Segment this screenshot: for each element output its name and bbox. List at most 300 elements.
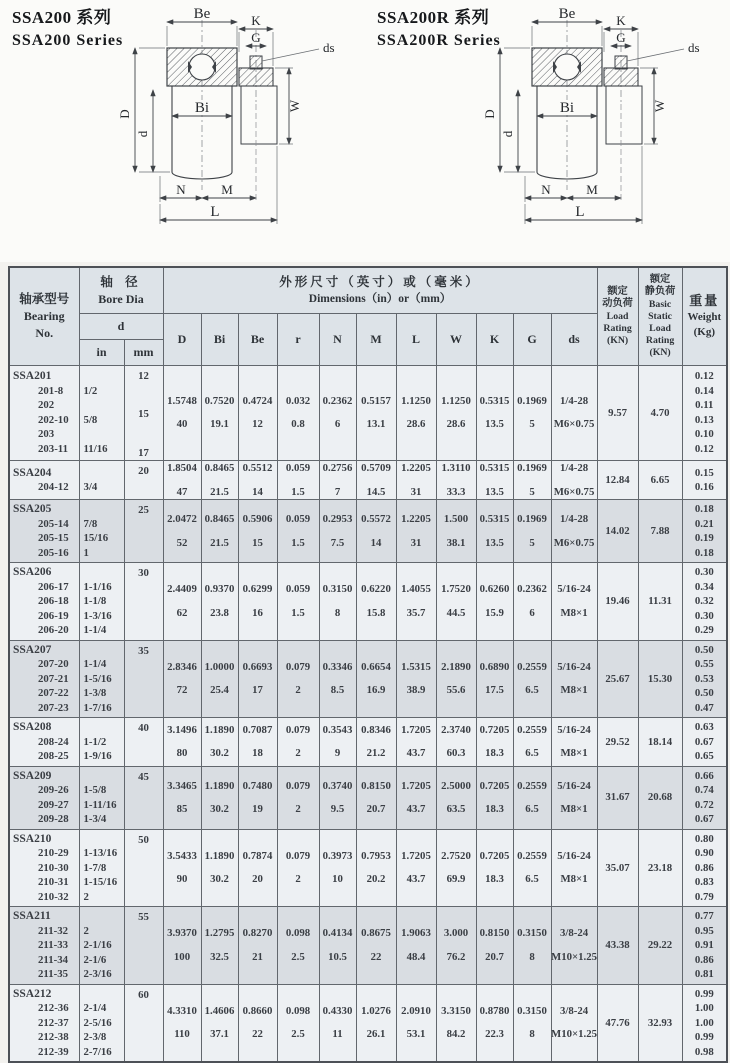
bearing-no: 203 [38, 428, 55, 441]
dim-inch-value: 0.2559 [517, 849, 547, 862]
dim-values [552, 582, 597, 620]
dim-mm-value: 26.1 [366, 1028, 386, 1041]
bearing-catalog-table [8, 266, 728, 1063]
bearing-no-cell [9, 829, 79, 907]
col-header-G: G [513, 313, 551, 365]
dim-d-cell [163, 563, 201, 641]
bearing-group-row [9, 907, 727, 985]
dim-mm-value: 11 [332, 1028, 343, 1041]
weight-value: 0.12 [694, 442, 714, 455]
dim-inch-value: 0.8660 [242, 1004, 273, 1017]
dim-n-cell [319, 365, 356, 461]
dim-mm-value: M8×1 [560, 747, 588, 760]
bore-in-value: 1-1/4 [83, 624, 107, 636]
dim-mm-value: 35.7 [406, 606, 426, 619]
dim-inch-value: 3.000 [443, 927, 469, 940]
bearing-no: 211-33 [38, 939, 68, 951]
header-line: Static [648, 310, 673, 322]
dim-inch-value: 0.8780 [479, 1004, 510, 1017]
bearing-no-cell [9, 907, 79, 985]
dim-d-cell [163, 461, 201, 500]
bore-in-value: 5/8 [83, 413, 98, 426]
dim-inch-value: 0.4330 [322, 1004, 353, 1017]
dim-values [202, 723, 238, 761]
bore-in-value: 7/8 [83, 517, 98, 530]
dim-r-cell [277, 829, 319, 907]
load-rating-cell [597, 907, 638, 985]
dim-inch-value: 0.4134 [322, 927, 353, 940]
bearing-no: 207-20 [38, 658, 69, 670]
header-line: Bearing [23, 308, 65, 323]
dim-values [278, 512, 319, 550]
dim-inch-value: 0.7480 [242, 779, 273, 792]
dim-ds-cell [551, 500, 597, 563]
dim-mm-value: M10×1.25 [551, 950, 598, 963]
dim-mm-value: 13.5 [485, 536, 504, 549]
dim-inch-value: 0.5512 [242, 462, 273, 474]
dim-mm-value: 8 [529, 950, 535, 963]
bearing-no: SSA204 [13, 466, 52, 479]
dim-inch-value: 0.8465 [204, 513, 235, 525]
bearing-no: 206-18 [38, 595, 69, 607]
header-line: 静负荷 [644, 286, 676, 298]
bearing-no: SSA211 [13, 910, 51, 922]
dim-values [477, 394, 513, 432]
weight-value: 0.80 [694, 832, 714, 845]
dim-label-D: D [117, 109, 132, 119]
dim-values [477, 723, 513, 761]
dim-inch-value: 0.7205 [479, 723, 510, 736]
static-load-rating-cell [638, 829, 682, 907]
dim-inch-value: 0.4724 [242, 394, 273, 407]
dim-label-d: d [135, 130, 150, 138]
bore-mm-cell [124, 500, 163, 563]
header-line: Load [606, 310, 629, 322]
bearing-no: 212-38 [38, 1031, 69, 1043]
dim-values [239, 461, 277, 499]
dim-inch-value: 0.7874 [242, 849, 273, 862]
dim-inch-value: 0.8675 [361, 927, 391, 940]
series-title-en: SSA200 Series [12, 31, 124, 49]
dim-mm-value: 10 [332, 873, 343, 886]
dim-mm-value: 19 [252, 803, 263, 815]
dim-mm-value: 9.5 [330, 803, 345, 815]
weight-cell [682, 563, 727, 641]
weight-cell [682, 984, 727, 1062]
dim-inch-value: 1/4-28 [559, 513, 589, 525]
dim-inch-value: 4.3310 [167, 1004, 197, 1017]
load-rating-value: 25.67 [605, 672, 630, 685]
dim-mm-value: 6.5 [525, 873, 539, 886]
bearing-no: 205-14 [38, 517, 69, 530]
dim-mm-value: 47 [176, 485, 188, 498]
bore-in-value: 15/16 [83, 532, 109, 544]
bearing-no: 209-27 [38, 798, 69, 811]
bore-in-value [84, 769, 124, 784]
dim-values [164, 1004, 201, 1042]
dim-values [164, 512, 201, 550]
bearing-no: 202-10 [38, 413, 69, 426]
dim-inch-value: 3.1496 [167, 723, 197, 736]
bore-in-value: 1-1/2 [83, 735, 107, 748]
dim-mm-value: 8 [334, 606, 341, 619]
dim-inch-value: 1.4606 [204, 1004, 235, 1017]
dim-g-cell [513, 766, 551, 829]
dim-values [320, 512, 356, 550]
bore-mm-value: 30 [138, 567, 149, 579]
dim-d-cell [163, 718, 201, 767]
dim-mm-value: 2 [295, 684, 301, 697]
dim-values [278, 779, 319, 817]
load-rating-value: 35.07 [605, 861, 630, 874]
bore-mm-value: 60 [138, 988, 149, 1001]
dim-values [514, 394, 551, 432]
dim-inch-value: 1.7205 [401, 723, 431, 736]
dim-values [320, 926, 356, 964]
dim-inch-value: 0.079 [285, 849, 311, 862]
bore-mm-cell [124, 563, 163, 641]
dim-mm-value: 60.3 [446, 747, 466, 760]
static-load-rating-value: 7.88 [650, 524, 670, 537]
dim-label-Be: Be [193, 6, 211, 22]
dim-values [357, 723, 396, 761]
dim-l-cell [396, 563, 436, 641]
dim-inch-value: 5/16-24 [557, 723, 591, 736]
static-load-rating-cell [638, 461, 682, 500]
dim-d-cell [163, 500, 201, 563]
dim-values [320, 1004, 356, 1042]
bore-in-value [84, 987, 124, 1002]
bearing-no: 211-35 [38, 968, 68, 980]
dim-mm-value: 63.5 [446, 803, 466, 815]
dim-mm-value: 1.5 [291, 536, 305, 549]
dim-mm-value: 30.2 [210, 747, 229, 760]
weight-value: 0.95 [694, 924, 714, 937]
bore-in-value: 2-3/8 [83, 1031, 107, 1043]
bore-in-value: 1-11/16 [83, 798, 117, 811]
dim-inch-value: 0.8150 [361, 779, 391, 792]
bearing-no: 207-22 [38, 687, 69, 699]
dim-values [202, 660, 238, 698]
bore-in-cell [79, 829, 124, 907]
dim-mm-value: 17 [252, 684, 263, 697]
dim-values [357, 1004, 396, 1042]
dim-mm-value: 90 [176, 873, 188, 886]
dim-values [437, 849, 476, 887]
dim-mm-value: 18 [252, 747, 263, 760]
dim-values [239, 394, 277, 432]
dim-mm-value: 53.1 [406, 1028, 426, 1041]
dim-values [278, 723, 319, 761]
weight-value: 0.74 [694, 784, 714, 796]
dim-label-W: W [287, 99, 302, 113]
bearing-no: 210-29 [38, 847, 69, 859]
dim-k-cell [476, 766, 513, 829]
dim-k-cell [476, 829, 513, 907]
dim-inch-value: 0.7205 [479, 779, 510, 792]
dim-n-cell [319, 766, 356, 829]
bore-in-value: 1-1/16 [83, 580, 112, 593]
static-load-rating-value: 29.22 [647, 939, 673, 951]
dim-mm-value: 10.5 [328, 950, 347, 963]
dim-m-cell [356, 766, 396, 829]
dim-k-cell [476, 984, 513, 1062]
collar [239, 68, 273, 86]
bore-mm-cell [124, 461, 163, 500]
dim-l-cell [396, 718, 436, 767]
bore-mm-value: 17 [138, 446, 149, 459]
col-header-Be: Be [238, 313, 277, 365]
col-header-K: K [476, 313, 513, 365]
dim-values [514, 926, 551, 964]
dim-l-cell [396, 500, 436, 563]
bearing-no-header [9, 267, 79, 365]
dim-values [278, 849, 319, 887]
dim-mm-value: 0.8 [291, 418, 305, 431]
dim-bi-cell [201, 718, 238, 767]
weight-cell [682, 718, 727, 767]
dim-mm-value: 14 [370, 536, 382, 549]
dim-inch-value: 1.1890 [204, 849, 235, 862]
bore-in-value [84, 398, 124, 413]
dim-label-ds: ds [323, 40, 335, 55]
dim-mm-value: 30.2 [210, 873, 229, 886]
load-rating-header [597, 267, 638, 365]
dim-values [357, 849, 396, 887]
bearing-drawing-ssa200r [480, 4, 728, 256]
dim-r-cell [277, 718, 319, 767]
dim-mm-value: 21.5 [210, 485, 229, 498]
dim-mm-value: 48.4 [406, 950, 426, 963]
dim-m-cell [356, 563, 396, 641]
dim-label-Bi: Bi [559, 100, 575, 116]
series-title-left [12, 6, 123, 52]
dim-label-M: M [586, 182, 598, 197]
bearing-no: 202 [38, 399, 55, 412]
load-rating-cell [597, 563, 638, 641]
dim-values [437, 394, 476, 432]
bearing-group-row [9, 984, 727, 1062]
bore-in-cell [79, 461, 124, 500]
load-rating-value: 43.38 [605, 939, 630, 951]
weight-value: 0.99 [694, 1031, 714, 1043]
load-rating-cell [597, 829, 638, 907]
dim-m-cell [356, 907, 396, 985]
dim-values [552, 926, 597, 964]
dim-be-cell [238, 461, 277, 500]
dim-inch-value: 0.6654 [361, 660, 391, 673]
weight-value: 0.50 [694, 643, 714, 656]
bearing-no: 205-16 [38, 546, 69, 559]
dim-w-cell [436, 718, 476, 767]
dim-label-G: G [251, 30, 261, 45]
weight-value: 0.53 [694, 672, 714, 685]
dim-values [320, 582, 356, 620]
series-title-cn: SSA200R 系列 [377, 8, 490, 27]
bore-in-value: 3/4 [83, 481, 98, 493]
diagram-section [0, 0, 730, 262]
dim-values [437, 779, 476, 817]
dim-mm-value: 12 [252, 418, 263, 431]
dim-mm-value: 33.3 [446, 485, 466, 498]
dim-mm-value: 9 [334, 747, 341, 760]
dim-values [552, 779, 597, 817]
static-load-rating-header [638, 267, 682, 365]
dim-k-cell [476, 365, 513, 461]
weight-value: 0.65 [694, 750, 714, 762]
dim-values [514, 779, 551, 817]
load-rating-value: 29.52 [605, 735, 630, 748]
dim-mm-value: 5 [529, 418, 535, 431]
dim-inch-value: 1.5315 [401, 660, 431, 673]
dim-values [357, 461, 396, 499]
weight-value: 0.67 [694, 813, 714, 825]
load-rating-value: 9.57 [608, 406, 628, 419]
dim-values [239, 849, 277, 887]
header-line: Weight [687, 311, 722, 324]
weight-value: 0.99 [694, 987, 714, 1000]
dim-mm-value: M8×1 [560, 803, 588, 815]
collar [604, 68, 638, 86]
bore-in-value [84, 565, 124, 580]
bore-mm-value: 55 [138, 911, 149, 923]
weight-cell [682, 461, 727, 500]
dim-inch-value: 0.2362 [517, 583, 547, 596]
dim-g-cell [513, 461, 551, 500]
dim-mm-value: 16.9 [366, 684, 386, 697]
bearing-no: 208-24 [38, 735, 69, 748]
weight-value: 0.18 [694, 503, 714, 515]
dim-g-cell [513, 365, 551, 461]
dim-l-cell [396, 829, 436, 907]
dim-inch-value: 1.9063 [401, 927, 431, 940]
dim-values [164, 582, 201, 620]
weight-value: 0.21 [694, 517, 714, 530]
dim-mm-value: 55.6 [446, 684, 466, 697]
dim-inch-value: 1.1250 [441, 394, 471, 407]
bore-in-cell [79, 640, 124, 718]
bearing-group-row [9, 829, 727, 907]
dim-inch-value: 2.0910 [401, 1004, 431, 1017]
bearing-no: 207-21 [38, 672, 69, 685]
bearing-no: 209-26 [38, 784, 69, 796]
dim-inch-value: 0.8270 [242, 927, 273, 940]
weight-value: 0.16 [694, 481, 714, 493]
bore-in-value: 1-7/16 [83, 701, 112, 714]
load-rating-cell [597, 461, 638, 500]
dim-inch-value: 2.0472 [167, 513, 197, 525]
dim-values [357, 582, 396, 620]
weight-value: 0.86 [694, 861, 714, 874]
dim-values [477, 461, 513, 499]
dim-mm-value: 44.5 [446, 606, 466, 619]
bore-mm-cell [124, 365, 163, 461]
set-screw [250, 56, 262, 69]
dim-values [437, 723, 476, 761]
dim-values [397, 461, 436, 499]
header-line: (Kg) [693, 326, 715, 339]
dim-mm-value: 38.1 [446, 536, 466, 549]
dim-mm-value: 13.5 [485, 418, 504, 431]
dim-mm-value: 6 [334, 418, 341, 431]
dim-mm-value: 21 [252, 950, 263, 963]
weight-value: 1.00 [694, 1002, 714, 1014]
dim-w-cell [436, 640, 476, 718]
dim-inch-value: 1.7205 [401, 779, 431, 792]
dim-r-cell [277, 766, 319, 829]
bore-in-value: 1-1/4 [83, 658, 107, 670]
weight-cell [682, 365, 727, 461]
dim-values [357, 779, 396, 817]
dim-mm-value: 28.6 [446, 418, 466, 431]
series-title-en: SSA200R Series [377, 31, 501, 49]
header-line: (KN) [649, 346, 671, 358]
dim-m-cell [356, 500, 396, 563]
static-load-rating-cell [638, 500, 682, 563]
dim-inch-value: 0.6693 [242, 660, 273, 673]
dim-inch-value: 0.2559 [517, 779, 547, 792]
bearing-no: 211-32 [38, 924, 68, 937]
dim-inch-value: 0.6299 [242, 583, 273, 596]
bearing-group-row [9, 500, 727, 563]
bearing-no: SSA210 [13, 832, 52, 845]
dim-inch-value: 0.6260 [479, 583, 510, 596]
dim-bi-cell [201, 365, 238, 461]
weight-value: 0.66 [694, 769, 714, 782]
table-header [9, 267, 727, 365]
bearing-no: 212-36 [38, 1002, 69, 1014]
weight-value: 0.91 [694, 939, 714, 951]
dim-mm-value: 40 [176, 418, 188, 431]
dim-mm-value: 20.2 [366, 873, 386, 886]
dim-values [397, 512, 436, 550]
dim-values [320, 461, 356, 499]
dim-inch-value: 1.4055 [401, 583, 431, 596]
dim-inch-value: 2.8346 [167, 660, 197, 673]
dim-label-L: L [210, 204, 220, 220]
static-load-rating-value: 6.65 [650, 473, 670, 486]
weight-value: 0.32 [694, 595, 714, 607]
weight-value: 0.86 [694, 953, 714, 966]
bearing-no: 201-8 [38, 384, 64, 397]
dim-mm-value: M8×1 [560, 606, 588, 619]
housing-block [241, 86, 277, 144]
weight-header [682, 267, 727, 365]
dim-mm-value: 84.2 [446, 1028, 466, 1041]
weight-value: 0.83 [694, 876, 714, 888]
bearing-group-row [9, 461, 727, 500]
weight-value: 0.47 [694, 701, 714, 714]
dim-values [397, 1004, 436, 1042]
dim-values [278, 461, 319, 499]
dim-inch-value: 3.9370 [167, 927, 197, 940]
static-load-rating-value: 15.30 [647, 672, 673, 685]
bore-in-value: 2-1/6 [83, 953, 107, 966]
dim-g-cell [513, 500, 551, 563]
dim-mm-value: 6.5 [525, 803, 539, 815]
bearing-no-cell [9, 365, 79, 461]
dim-mm-value: 2.5 [291, 950, 305, 963]
dim-label-N: N [541, 182, 551, 197]
dim-m-cell [356, 718, 396, 767]
bore-in-cell [79, 907, 124, 985]
bearing-no-cell [9, 563, 79, 641]
load-rating-value: 12.84 [605, 473, 630, 486]
header-line: 外形尺寸（英寸）或（毫米） [279, 273, 481, 289]
weight-cell [682, 640, 727, 718]
bearing-no-cell [9, 984, 79, 1062]
bore-in-value [84, 643, 124, 658]
